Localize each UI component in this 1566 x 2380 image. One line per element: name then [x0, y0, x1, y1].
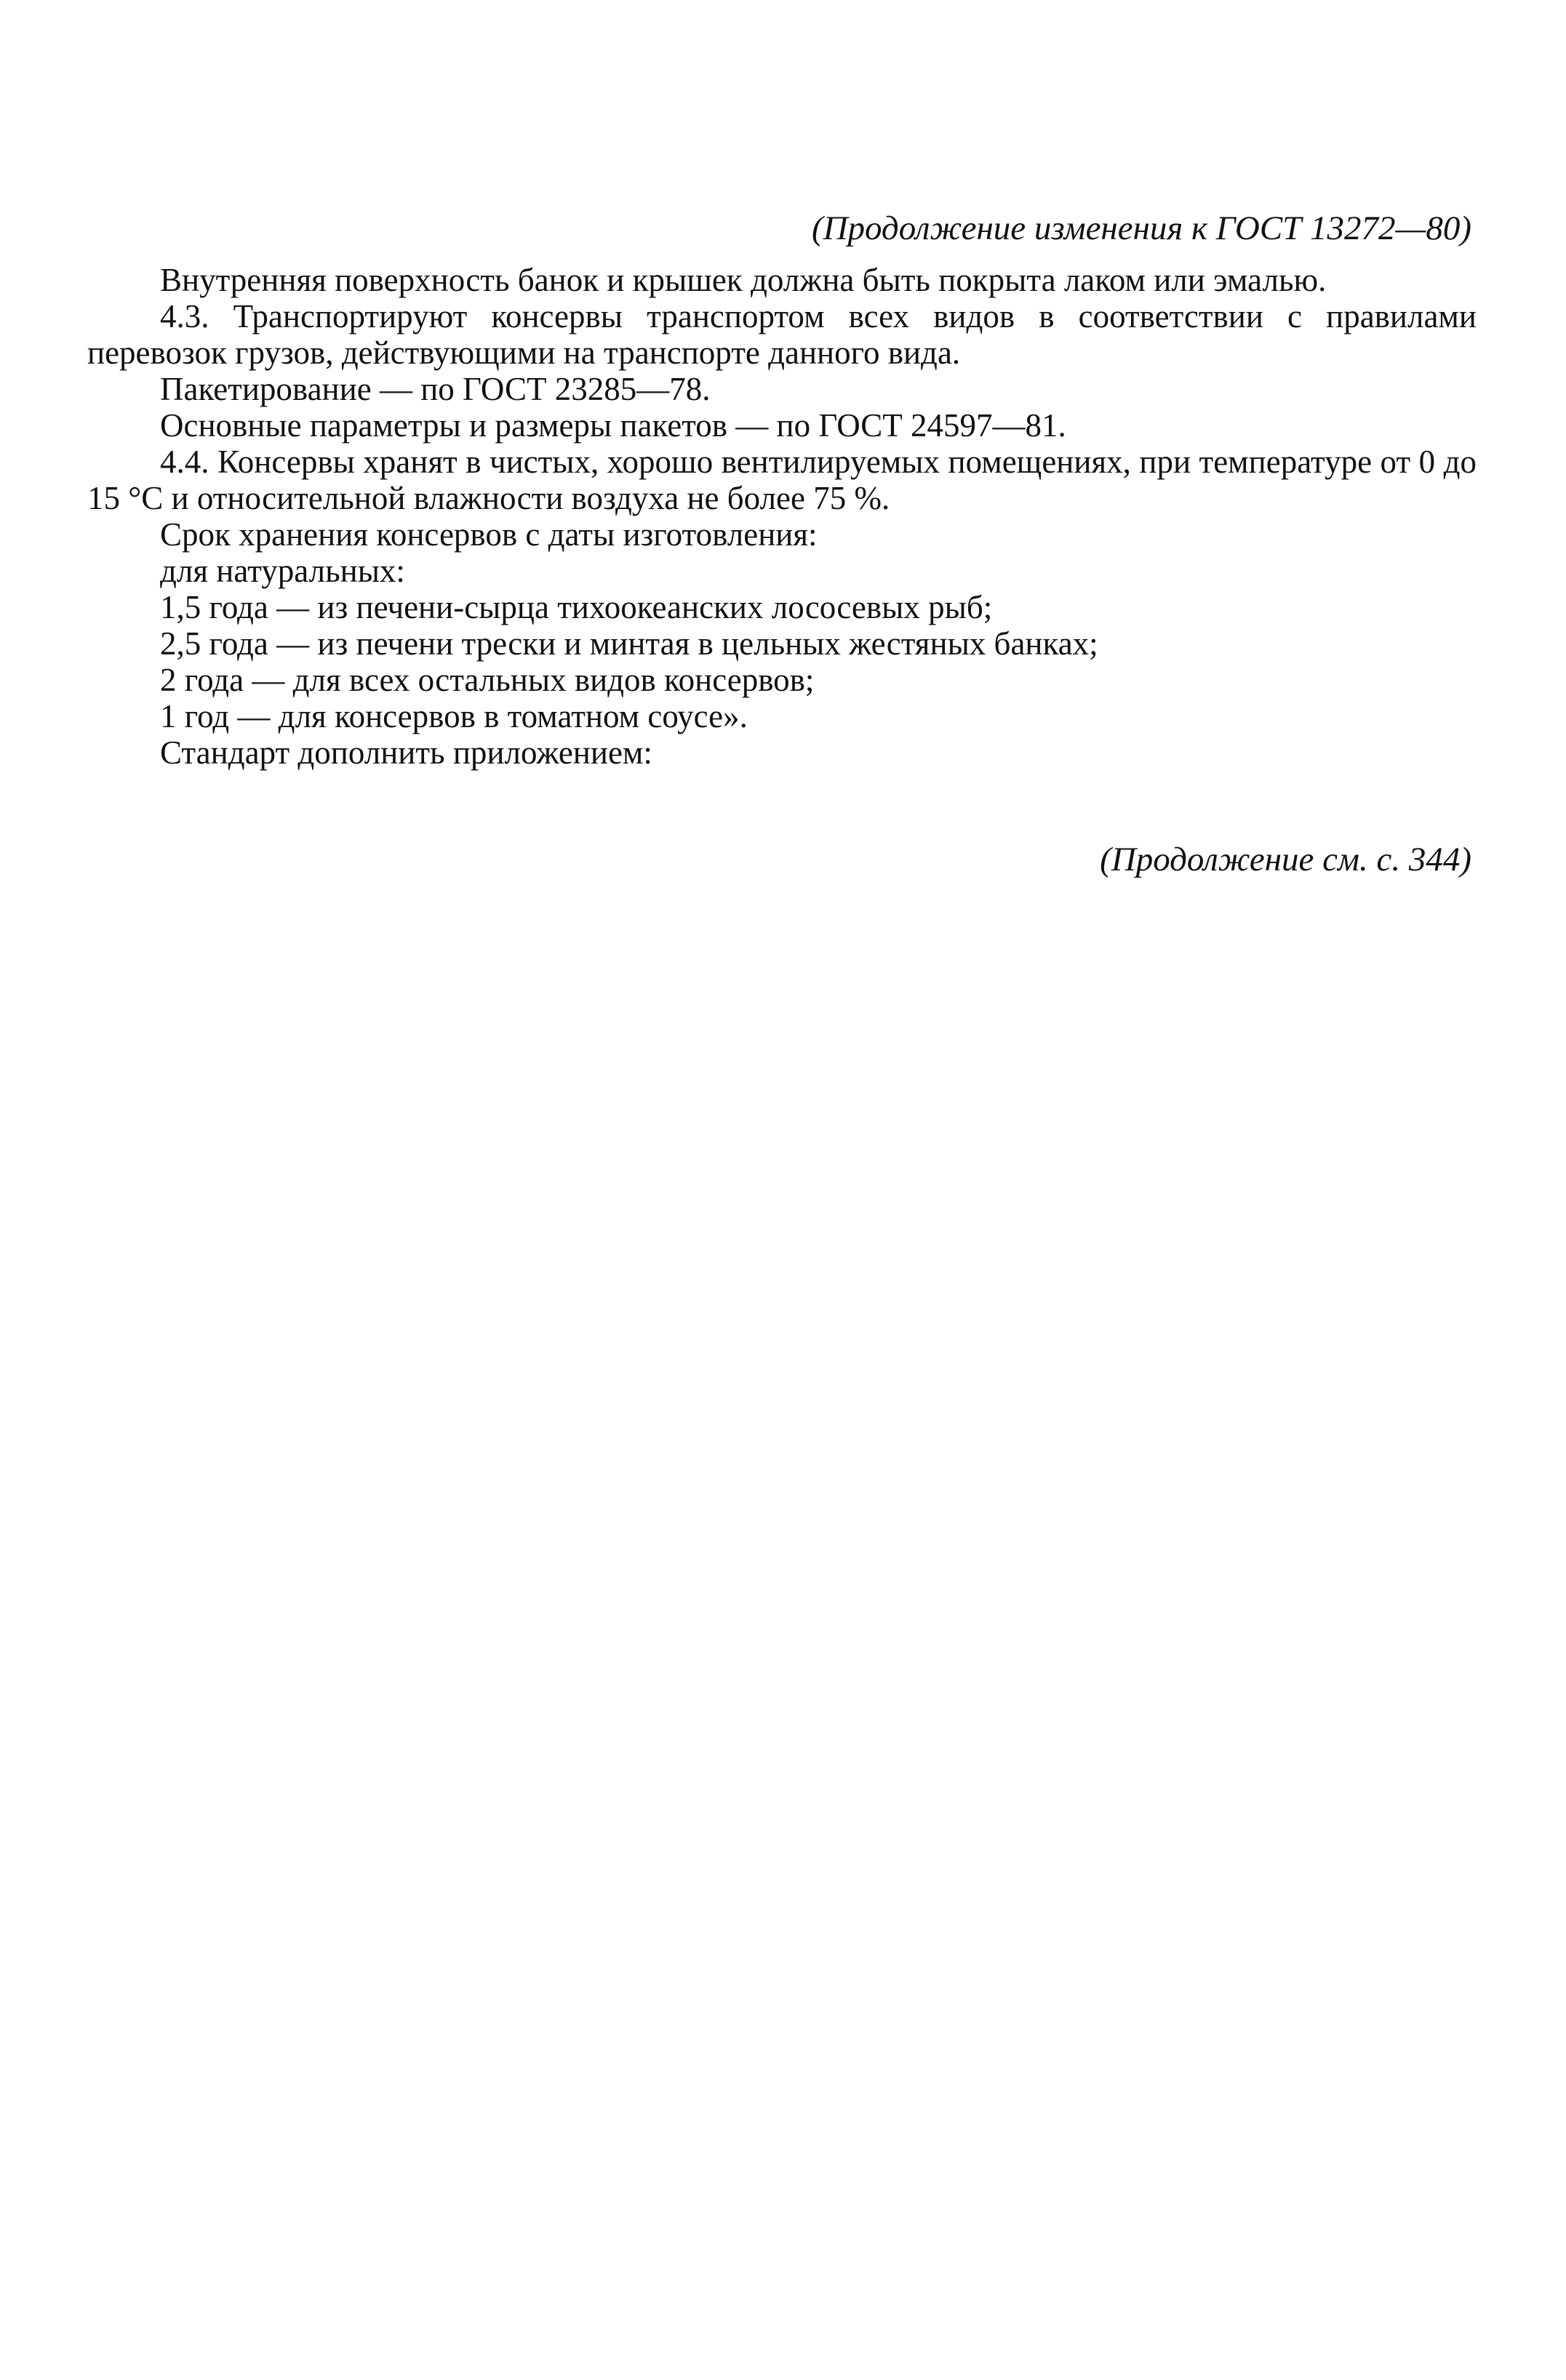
body-text — [87, 262, 1477, 771]
paragraph-packaging: Пакетирование — по ГОСТ 23285—78. — [160, 371, 711, 407]
paragraph-appendix: Стандарт дополнить приложением: — [160, 734, 652, 771]
list-item: 1 год — для консервов в томатном соусе». — [160, 698, 748, 734]
list-item: 1,5 года — из печени-сырца тихоокеанских лососевых рыб; — [160, 589, 993, 625]
header-continuation-note: (Продолжение изменения к ГОСТ 13272—80) — [811, 209, 1471, 247]
paragraph-storage: 4.4. Консервы хранят в чистых, хорошо вентилируемых помещениях, при температуре от 0 до 15 °С и относительной влажности воздуха не более 75 %. — [87, 444, 1477, 516]
paragraph-coating: Внутренняя поверхность банок и крышек должна быть покрыта лаком или эмалью. — [160, 262, 1327, 298]
paragraph-shelf-life: Срок хранения консервов с даты изготовления: — [160, 516, 818, 553]
footer-continuation-note: (Продолжение см. с. 344) — [1100, 841, 1471, 878]
paragraph-transport: 4.3. Транспортируют консервы транспортом всех видов в соответствии с правилами перевозок грузов, действующими на транспорте данного вида. — [87, 298, 1477, 371]
list-header-natural: для натуральных: — [160, 553, 405, 589]
paragraph-package-params: Основные параметры и размеры пакетов — по ГОСТ 24597—81. — [160, 407, 1066, 444]
list-item: 2,5 года — из печени трески и минтая в цельных жестяных банках; — [160, 625, 1098, 662]
list-item: 2 года — для всех остальных видов консервов; — [160, 662, 815, 698]
